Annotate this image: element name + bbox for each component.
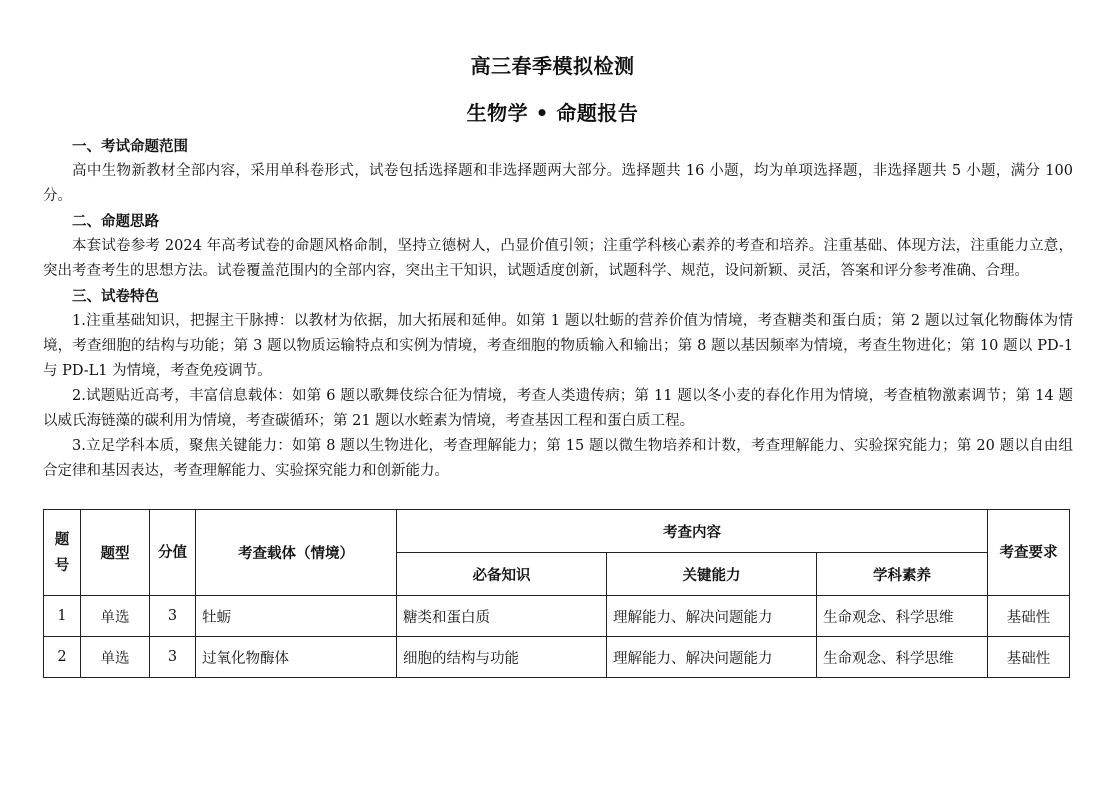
section-heading-approach: 二、命题思路 bbox=[72, 213, 159, 230]
header-carrier: 考查载体（情境） bbox=[196, 510, 397, 596]
cell-requirement: 基础性 bbox=[988, 596, 1070, 637]
section-paragraph: 本套试卷参考 2024 年高考试卷的命题风格命制，坚持立德树人，凸显价值引领；注重学科核心素养的考查和培养。注重基础、体现方法，注重能力立意，突出考查考生的思想方法。试卷覆盖范围内的全部内容，突出主干知识，试题适度创新，试题科学、规范，设问新颖、灵活，答案和评分参考准确、合理。 bbox=[43, 238, 1073, 279]
header-knowledge: 必备知识 bbox=[397, 553, 607, 596]
cell-knowledge: 糖类和蛋白质 bbox=[397, 596, 607, 637]
header-number: 题号 bbox=[44, 510, 81, 596]
table-row bbox=[44, 637, 1070, 678]
cell-literacy: 生命观念、科学思维 bbox=[817, 596, 988, 637]
header-content: 考查内容 bbox=[397, 510, 988, 553]
cell-requirement: 基础性 bbox=[988, 637, 1070, 678]
cell-knowledge: 细胞的结构与功能 bbox=[397, 637, 607, 678]
header-requirement: 考查要求 bbox=[988, 510, 1070, 596]
cell-carrier: 过氧化物酶体 bbox=[196, 637, 397, 678]
document-subtitle: 生物学 • 命题报告 bbox=[466, 101, 639, 125]
document-body bbox=[43, 134, 1073, 484]
cell-ability: 理解能力、解决问题能力 bbox=[607, 637, 817, 678]
header-score: 分值 bbox=[150, 510, 196, 596]
cell-type: 单选 bbox=[81, 596, 150, 637]
cell-carrier: 牡蛎 bbox=[196, 596, 397, 637]
header-type: 题型 bbox=[81, 510, 150, 596]
table-row bbox=[44, 596, 1070, 637]
header-ability: 关键能力 bbox=[607, 553, 817, 596]
section-heading-scope: 一、考试命题范围 bbox=[72, 138, 188, 155]
cell-score: 3 bbox=[150, 637, 196, 678]
exam-report-table bbox=[43, 509, 1070, 678]
cell-literacy: 生命观念、科学思维 bbox=[817, 637, 988, 678]
header-literacy: 学科素养 bbox=[817, 553, 988, 596]
section-paragraph: 高中生物新教材全部内容，采用单科卷形式，试卷包括选择题和非选择题两大部分。选择题共 16 小题，均为单项选择题，非选择题共 5 小题，满分 100 分。 bbox=[43, 163, 1073, 204]
section-paragraph: 3.立足学科本质，聚焦关键能力：如第 8 题以生物进化，考查理解能力；第 15 题以微生物培养和计数，考查理解能力、实验探究能力；第 20 题以自由组合定律和基因表达，考查理解能力、实验探究能力和创新能力。 bbox=[43, 438, 1073, 479]
document-title: 高三春季模拟检测 bbox=[470, 54, 635, 78]
cell-score: 3 bbox=[150, 596, 196, 637]
cell-number: 1 bbox=[44, 596, 81, 637]
cell-type: 单选 bbox=[81, 637, 150, 678]
cell-ability: 理解能力、解决问题能力 bbox=[607, 596, 817, 637]
section-paragraph: 1.注重基础知识，把握主干脉搏：以教材为依据，加大拓展和延伸。如第 1 题以牡蛎的营养价值为情境，考查糖类和蛋白质；第 2 题以过氧化物酶体为情境，考查细胞的结构与功能；第 3 题以物质运输特点和实例为情境，考查细胞的物质输入和输出；第 8 题以基因频率为情境，考查生物进化；第 10 题以 PD-1 与 PD-L1 为情境，考查免疫调节。 bbox=[43, 313, 1073, 379]
cell-number: 2 bbox=[44, 637, 81, 678]
section-heading-features: 三、试卷特色 bbox=[72, 288, 159, 305]
section-paragraph: 2.试题贴近高考，丰富信息载体：如第 6 题以歌舞伎综合征为情境，考查人类遗传病；第 11 题以冬小麦的春化作用为情境，考查植物激素调节；第 14 题以威氏海链藻的碳利用为情境，考查碳循环；第 21 题以水蛭素为情境，考查基因工程和蛋白质工程。 bbox=[43, 388, 1073, 429]
